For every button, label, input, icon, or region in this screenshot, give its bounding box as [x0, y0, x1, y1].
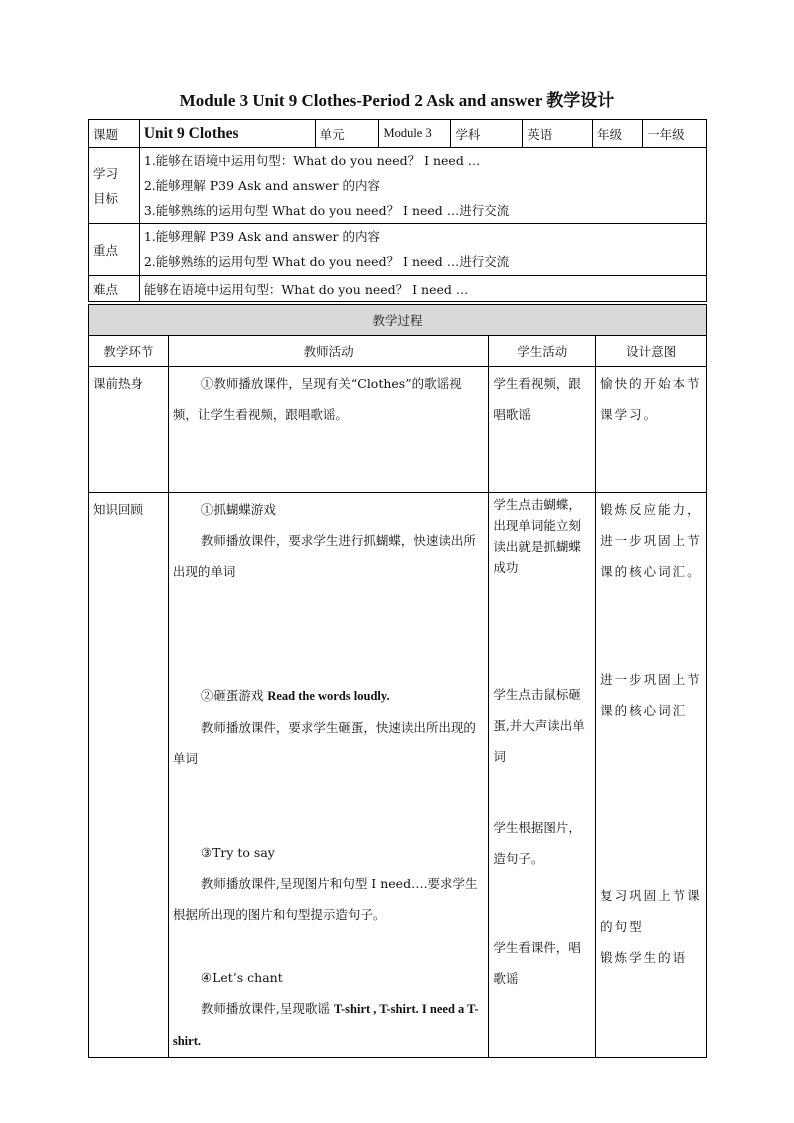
- info-table: [88, 119, 707, 302]
- process-section-title: 教学过程: [89, 305, 707, 336]
- key-points-content: [139, 224, 706, 276]
- subject-value: 英语: [523, 120, 593, 148]
- difficulty-content: 能够在语境中运用句型：What do you need？ I need …: [139, 276, 706, 302]
- header-teacher: 教师活动: [168, 336, 488, 367]
- student-activity-4: 学生看课件，唱歌谣: [493, 940, 581, 986]
- activity3-title: ③Try to say: [200, 845, 275, 860]
- unit-label: 单元: [315, 120, 379, 148]
- review-intent: [596, 493, 707, 1058]
- header-intent: 设计意图: [596, 336, 707, 367]
- header-stage: 教学环节: [89, 336, 169, 367]
- warmup-stage: 课前热身: [89, 367, 169, 493]
- student-activity-1: 学生点击蝴蝶，出现单词能立刻读出就是抓蝴蝶成功: [493, 497, 581, 575]
- activity4-body-en: T-shirt , T-shirt. I need a T-shirt.: [172, 1002, 479, 1048]
- activity3-body: 教师播放课件,呈现图片和句型 I need….要求学生根据所出现的图片和句型提示造句子。: [172, 876, 478, 922]
- review-teacher: [168, 493, 488, 1058]
- activity2-title-en: Read the words loudly.: [267, 689, 390, 703]
- goals-label-line2: 目标: [93, 190, 119, 206]
- subject-label: 学科: [451, 120, 523, 148]
- design-intent-4: 锻炼学生的语: [600, 950, 688, 965]
- activity4-body-cn: 教师播放课件,呈现歌谣: [200, 1001, 334, 1016]
- activity2-title-cn: ②砸蛋游戏: [200, 688, 268, 703]
- goal-item: 2.能够理解 P39 Ask and answer 的内容: [143, 178, 380, 193]
- goal-item: 1.能够在语境中运用句型：What do you need？ I need …: [143, 153, 481, 168]
- design-intent-3: 复习巩固上节课的句型: [600, 888, 702, 934]
- review-stage: [89, 493, 169, 1058]
- header-student: 学生活动: [489, 336, 596, 367]
- goals-label: [89, 148, 140, 224]
- activity2-body: 教师播放课件，要求学生砸蛋，快速读出所出现的单词: [172, 720, 476, 766]
- grade-value: 一年级: [643, 120, 707, 148]
- activity1-body: 教师播放课件，要求学生进行抓蝴蝶，快速读出所出现的单词: [172, 533, 476, 579]
- goal-item: 3.能够熟练的运用句型 What do you need？ I need …进行交流: [143, 203, 510, 218]
- warmup-teacher: ①教师播放课件，呈现有关“Clothes”的歌谣视频，让学生看视频，跟唱歌谣。: [168, 367, 488, 493]
- warmup-intent: 愉快的开始本节课学习。: [596, 367, 707, 493]
- activity4-title: ④Let’s chant: [200, 970, 283, 985]
- design-intent-2: 进一步巩固上节课的核心词汇: [600, 672, 702, 718]
- activity4-body: [173, 993, 484, 1057]
- design-intent-1: 锻炼反应能力，进一步巩固上节课的核心词汇。: [600, 502, 702, 579]
- topic-value: Unit 9 Clothes: [139, 120, 315, 148]
- goals-content: [139, 148, 706, 224]
- topic-label: 课题: [89, 120, 140, 148]
- activity2-title: [173, 680, 484, 712]
- review-stage-label: 知识回顾: [93, 502, 144, 517]
- warmup-student: 学生看视频，跟唱歌谣: [489, 367, 596, 493]
- document-title: Module 3 Unit 9 Clothes-Period 2 Ask and answer 教学设计: [179, 91, 615, 110]
- activity1-title: ①抓蝴蝶游戏: [200, 502, 276, 517]
- goals-label-line1: 学习: [93, 165, 119, 181]
- key-point-item: 1.能够理解 P39 Ask and answer 的内容: [143, 229, 380, 244]
- difficulty-label: 难点: [89, 276, 140, 302]
- key-point-item: 2.能够熟练的运用句型 What do you need？ I need …进行交流: [143, 254, 510, 269]
- grade-label: 年级: [593, 120, 643, 148]
- student-activity-3: 学生根据图片，造句子。: [493, 820, 581, 866]
- process-table: [88, 304, 707, 1058]
- review-student: [489, 493, 596, 1058]
- unit-value: Module 3: [379, 120, 451, 148]
- key-points-label: 重点: [89, 224, 140, 276]
- student-activity-2: 学生点击鼠标砸蛋,并大声读出单词: [493, 687, 585, 764]
